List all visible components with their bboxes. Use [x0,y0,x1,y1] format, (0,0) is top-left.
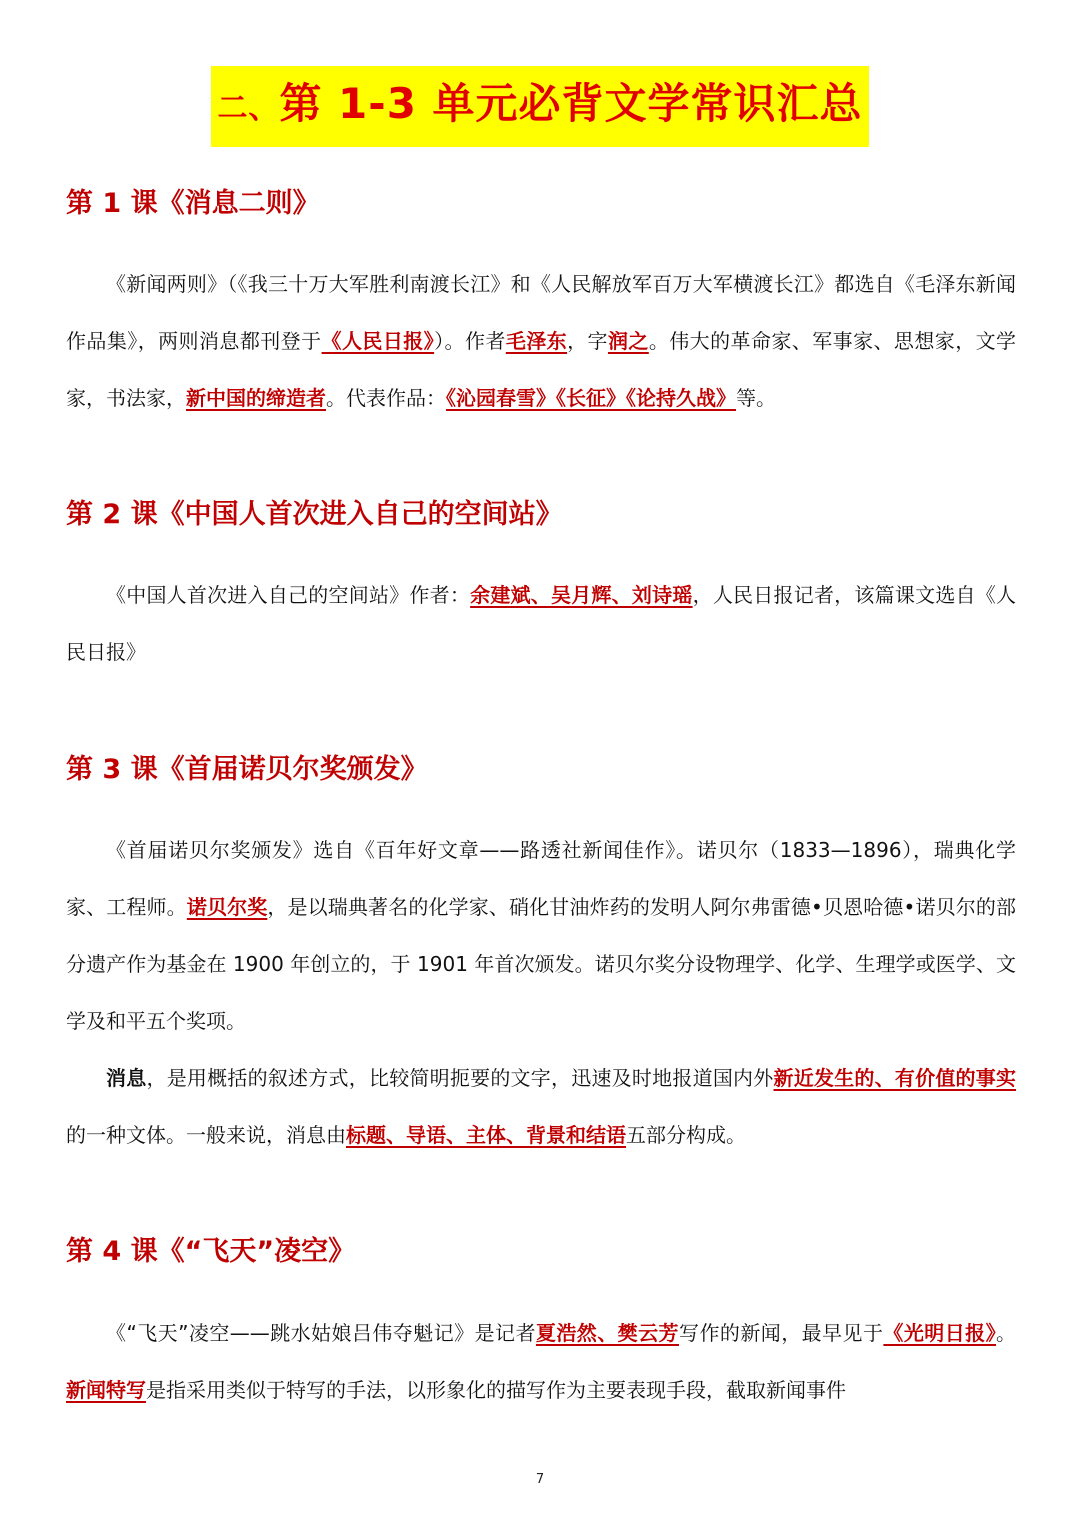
highlight: 新闻特写 [66,1378,146,1402]
highlight: 余建斌、吴月辉、刘诗瑶 [470,583,693,607]
page-number: 7 [535,1472,545,1487]
lesson-2-paragraph [66,567,1016,681]
text: 写作的新闻，最早见于 [679,1321,884,1345]
lesson-3-heading: 第 3 课《首届诺贝尔奖颁发》 [66,754,428,785]
lesson-4-heading: 第 4 课《“飞天”凌空》 [66,1236,356,1267]
text: 。代表作品： [326,386,446,410]
text: ，是以瑞典著名的化学家、硝化甘油炸药的发明人阿尔弗雷德•贝恩哈德•诺贝尔的部分遗产作为基金在 1900 年创立的，于 1901 年首次颁发。诺贝尔奖分设物理学、化学、生理学或医学、文学及和平五个奖项。 [66,895,1017,1033]
lesson-3-paragraph-1 [66,822,1016,1050]
title-main: 第 1-3 单元必背文学常识汇总 [279,79,863,128]
text: 《“飞天”凌空——跳水姑娘吕伟夺魁记》是记者 [106,1321,536,1345]
text: ，字 [567,329,608,353]
highlight: 毛泽东 [505,329,568,353]
text: 。 [996,1321,1017,1345]
text: 。伟大的革命家、军事家、思想家，文学家，书法家， [66,329,1017,410]
highlight: 夏浩然、樊云芳 [535,1321,679,1345]
lesson-2-heading: 第 2 课《中国人首次进入自己的空间站》 [66,499,563,530]
highlight: 诺贝尔奖 [186,895,268,919]
title-prefix: 二、 [217,91,280,126]
text: 《首届诺贝尔奖颁发》选自《百年好文章——路透社新闻佳作》。诺贝尔（1833—1896），瑞典化学家、工程师。 [66,838,1016,919]
text: 《中国人首次进入自己的空间站》作者： [106,583,471,607]
highlight: 《人民日报》 [321,329,435,353]
lesson-1-paragraph [66,256,1016,427]
lesson-4-paragraph [66,1305,1016,1419]
text: ）。作者 [434,329,506,353]
text: 的一种文体。一般来说，消息由 [66,1123,346,1147]
title-wrap [0,66,1080,147]
text: 《新闻两则》（《我三十万大军胜利南渡长江》和《人民解放军百万大军横渡长江》都选自《毛泽东新闻作品集》，两则消息都刊登于 [66,272,1016,353]
highlight: 标题、导语、主体、背景和结语 [346,1123,626,1147]
text: 五部分构成。 [626,1123,746,1147]
text: 是指采用类似于特写的手法，以形象化的描写作为主要表现手段，截取新闻事件 [146,1378,846,1402]
highlight: 新中国的缔造者 [186,386,326,410]
highlight: 《光明日报》 [883,1321,997,1345]
text: 等。 [736,386,776,410]
highlight: 润之 [607,329,649,353]
highlight: 新近发生的、有价值的事实 [773,1066,1017,1090]
text: ，是用概括的叙述方式，比较简明扼要的文字，迅速及时地报道国内外 [146,1066,774,1090]
page-title [211,66,868,147]
lesson-3-paragraph-2 [66,1050,1016,1164]
bold-term: 消息 [106,1066,147,1090]
lesson-1-heading: 第 1 课《消息二则》 [66,188,320,219]
highlight: 《沁园春雪》《长征》《论持久战》 [446,386,736,410]
text: ，人民日报记者，该篇课文选自《人民日报》 [66,583,1017,664]
